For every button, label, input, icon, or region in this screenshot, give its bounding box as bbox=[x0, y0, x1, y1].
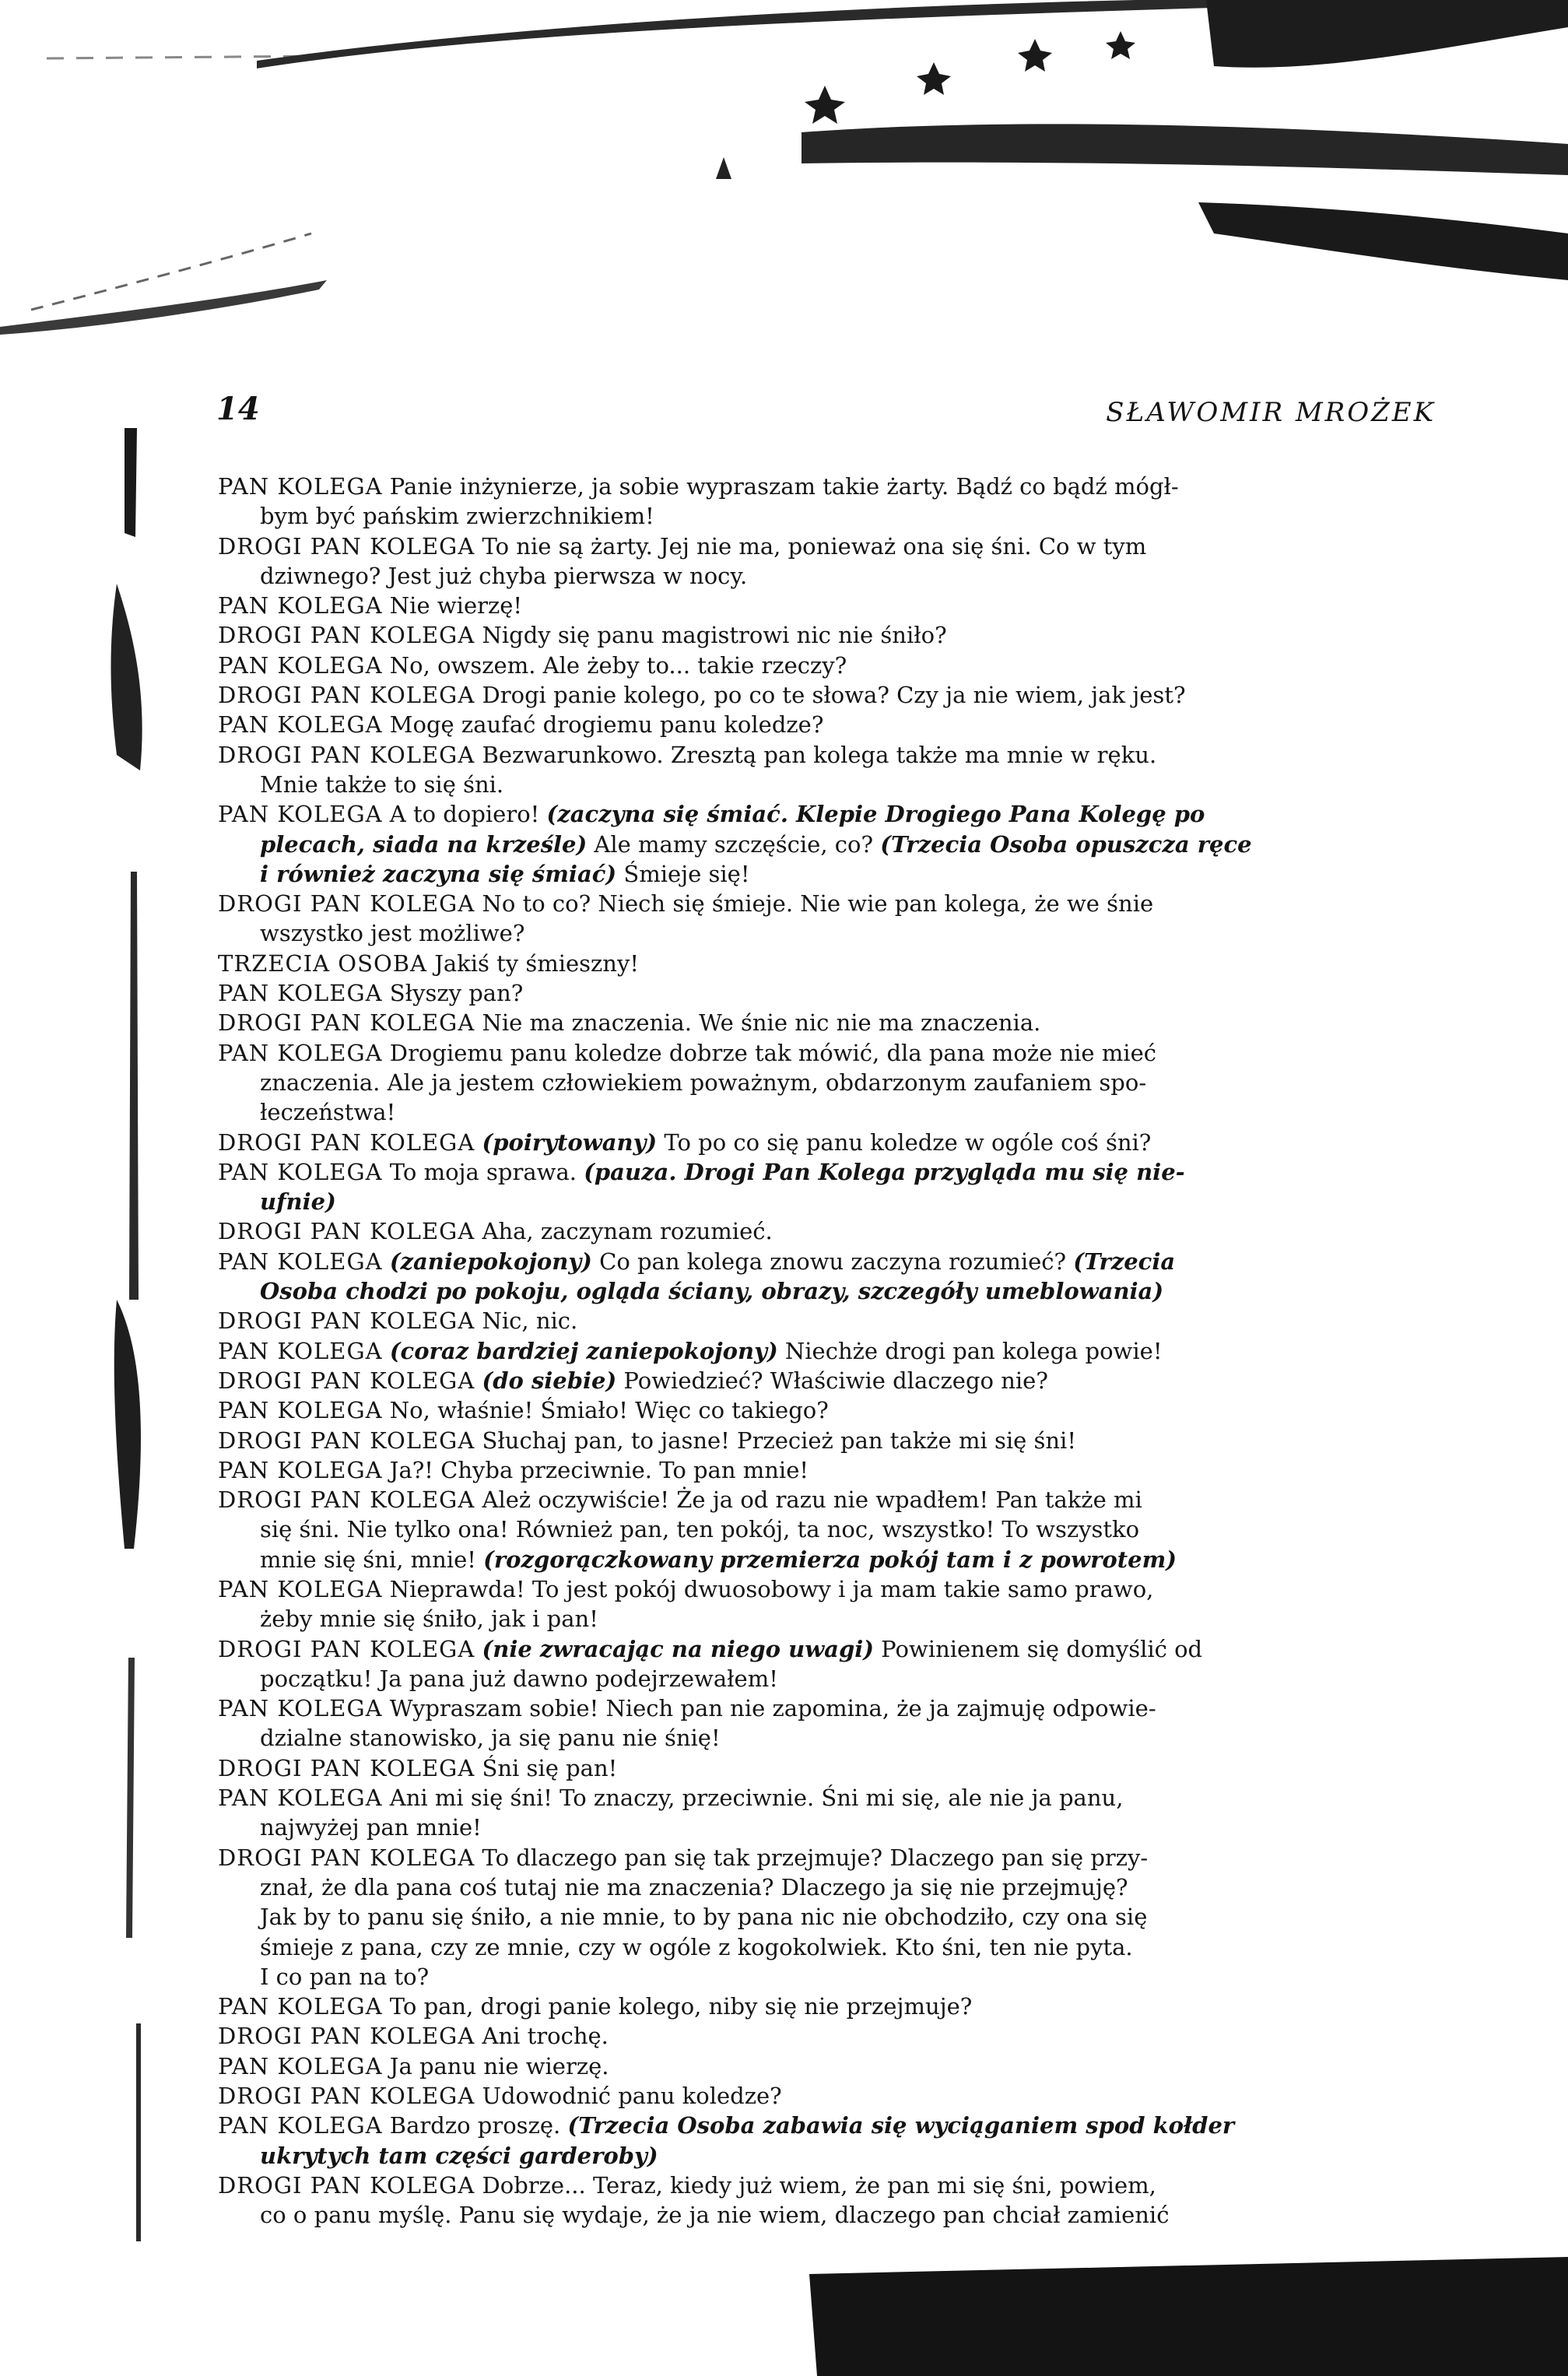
dialogue-text: śmieje z pana, czy ze mnie, czy w ogóle z kogokolwiek. Kto śni, ten nie pyta. bbox=[260, 1933, 1133, 1960]
dialogue-paragraph bbox=[218, 591, 1440, 620]
dialogue-text: I co pan na to? bbox=[260, 1963, 430, 1990]
dialogue-text bbox=[475, 1367, 482, 1394]
dialogue-text: bym być pańskim zwierzchnikiem! bbox=[260, 503, 654, 530]
speaker-name: PAN KOLEGA bbox=[218, 592, 383, 619]
speaker-name: DROGI PAN KOLEGA bbox=[218, 2083, 475, 2110]
dialogue-text: Nie ma znaczenia. We śnie nic nie ma znaczenia. bbox=[475, 1009, 1041, 1037]
dialogue-paragraph bbox=[218, 2171, 1440, 2230]
dialogue-text: Bardzo proszę. bbox=[382, 2112, 568, 2139]
dialogue-paragraph bbox=[218, 2111, 1440, 2171]
dialogue-text: Bezwarunkowo. Zresztą pan kolega także ma mnie w ręku. bbox=[475, 741, 1157, 768]
dialogue-text bbox=[475, 1129, 482, 1156]
dialogue-paragraph bbox=[218, 620, 1440, 650]
stage-direction: i również zaczyna się śmiać) bbox=[260, 860, 617, 887]
dialogue-text: No, właśnie! Śmiało! Więc co takiego? bbox=[382, 1397, 829, 1424]
speaker-name: DROGI PAN KOLEGA bbox=[218, 1128, 475, 1156]
dialogue-paragraph bbox=[218, 1693, 1440, 1753]
speaker-name: PAN KOLEGA bbox=[218, 1456, 383, 1483]
speaker-name: PAN KOLEGA bbox=[218, 1785, 383, 1812]
dialogue-text: Aha, zaczynam rozumieć. bbox=[475, 1218, 773, 1245]
speaker-name: PAN KOLEGA bbox=[218, 1993, 383, 2020]
speaker-name: DROGI PAN KOLEGA bbox=[218, 1754, 475, 1781]
speaker-name: PAN KOLEGA bbox=[218, 1695, 383, 1722]
dialogue-text: Powiedzieć? Właściwie dlaczego nie? bbox=[616, 1367, 1048, 1394]
speaker-name: PAN KOLEGA bbox=[218, 711, 383, 739]
speaker-name: DROGI PAN KOLEGA bbox=[218, 1427, 475, 1454]
dialogue-text: żeby mnie się śniło, jak i pan! bbox=[260, 1606, 598, 1633]
scan-artifact-top bbox=[0, 0, 1568, 335]
speaker-name: DROGI PAN KOLEGA bbox=[218, 890, 475, 918]
dialogue-text: co o panu myślę. Panu się wydaje, że ja nie wiem, dlaczego pan chciał zamienić bbox=[260, 2202, 1170, 2229]
dialogue-paragraph bbox=[218, 1216, 1440, 1246]
dialogue-text: Jakiś ty śmieszny! bbox=[426, 949, 640, 977]
speaker-name: DROGI PAN KOLEGA bbox=[218, 682, 475, 709]
dialogue-text bbox=[383, 1338, 390, 1364]
dialogue-paragraph bbox=[218, 1038, 1440, 1128]
page-number: 14 bbox=[216, 391, 260, 427]
dialogue-paragraph bbox=[218, 1485, 1440, 1574]
dialogue-paragraph bbox=[218, 532, 1440, 591]
speaker-name: PAN KOLEGA bbox=[218, 1337, 383, 1364]
stage-direction: (do siebie) bbox=[482, 1367, 617, 1394]
stage-direction: (Trzecia Osoba opuszcza ręce bbox=[880, 830, 1252, 858]
dialogue-text: początku! Ja pana już dawno podejrzewałem! bbox=[260, 1665, 778, 1692]
dialogue-text: się śni. Nie tylko ona! Również pan, ten pokój, ta noc, wszystko! To wszystko bbox=[260, 1516, 1140, 1543]
stage-direction: (zaniepokojony) bbox=[389, 1248, 592, 1275]
speaker-name: DROGI PAN KOLEGA bbox=[218, 622, 475, 649]
speaker-name: PAN KOLEGA bbox=[218, 2052, 383, 2079]
dialogue-text: Ani mi się śni! To znaczy, przeciwnie. Śni mi się, ale nie ja panu, bbox=[382, 1785, 1124, 1812]
dialogue-paragraph bbox=[218, 1843, 1440, 1992]
dialogue-text: Słyszy pan? bbox=[382, 980, 524, 1007]
dialogue-paragraph bbox=[218, 2021, 1440, 2051]
speaker-name: PAN KOLEGA bbox=[218, 801, 383, 828]
dialogue-text: To po co się panu koledze w ogóle coś śni? bbox=[657, 1128, 1152, 1156]
dialogue-text: Udowodnić panu koledze? bbox=[475, 2083, 782, 2110]
dialogue-paragraph bbox=[218, 1992, 1440, 2021]
dialogue-text: Co pan kolega znowu zaczyna rozumieć? bbox=[591, 1248, 1074, 1275]
dialogue-paragraph bbox=[218, 740, 1440, 800]
dialogue-text: mnie się śni, mnie! bbox=[260, 1546, 484, 1573]
dialogue-paragraph bbox=[218, 1247, 1440, 1307]
dialogue-text: Mogę zaufać drogiemu panu koledze? bbox=[382, 711, 824, 739]
stage-direction: (Trzecia Osoba zabawia się wyciąganiem spod kołder bbox=[567, 2112, 1235, 2139]
dialogue-text: najwyżej pan mnie! bbox=[260, 1814, 482, 1841]
dialogue-paragraph bbox=[218, 889, 1440, 949]
dialogue-text: A to dopiero! bbox=[382, 801, 547, 828]
dialogue-text: Nic, nic. bbox=[475, 1307, 578, 1335]
dialogue-text: To moja sprawa. bbox=[382, 1158, 584, 1185]
speaker-name: DROGI PAN KOLEGA bbox=[218, 532, 475, 560]
speaker-name: PAN KOLEGA bbox=[218, 1575, 383, 1602]
speaker-name: DROGI PAN KOLEGA bbox=[218, 1218, 475, 1245]
speaker-name: DROGI PAN KOLEGA bbox=[218, 1009, 475, 1037]
dialogue-text: łeczeństwa! bbox=[260, 1099, 396, 1126]
dialogue-paragraph bbox=[218, 1426, 1440, 1455]
dialogue-paragraph bbox=[218, 472, 1440, 532]
dialogue-text: Ależ oczywiście! Że ja od razu nie wpadłem! Pan także mi bbox=[475, 1486, 1142, 1514]
speaker-name: PAN KOLEGA bbox=[218, 1039, 383, 1066]
stage-direction: plecach, siada na krześle) bbox=[260, 830, 588, 858]
dialogue-paragraph bbox=[218, 1783, 1440, 1843]
dialogue-text: Nigdy się panu magistrowi nic nie śniło? bbox=[475, 622, 947, 649]
stage-direction: (pauza. Drogi Pan Kolega przygląda mu się nie- bbox=[584, 1158, 1185, 1185]
dialogue-text: Panie inżynierze, ja sobie wypraszam takie żarty. Bądź co bądź mógł- bbox=[382, 473, 1179, 500]
speaker-name: PAN KOLEGA bbox=[218, 1158, 383, 1185]
speaker-name: PAN KOLEGA bbox=[218, 1248, 383, 1275]
dialogue-text bbox=[383, 1248, 390, 1275]
scan-artifact-bottom bbox=[0, 2226, 1568, 2376]
dialogue-paragraph bbox=[218, 799, 1440, 889]
dialogue-text: znał, że dla pana coś tutaj nie ma znaczenia? Dlaczego ja się nie przejmuję? bbox=[260, 1873, 1128, 1900]
speaker-name: DROGI PAN KOLEGA bbox=[218, 1367, 475, 1394]
speaker-name: DROGI PAN KOLEGA bbox=[218, 741, 475, 768]
dialogue-paragraph bbox=[218, 1395, 1440, 1425]
stage-direction: Osoba chodzi po pokoju, ogląda ściany, obrazy, szczegóły umeblowania) bbox=[260, 1278, 1164, 1305]
dialogue-paragraph bbox=[218, 1306, 1440, 1335]
dialogue-paragraph bbox=[218, 949, 1440, 978]
dialogue-paragraph bbox=[218, 2051, 1440, 2081]
dialogue-text: No, owszem. Ale żeby to... takie rzeczy? bbox=[382, 651, 847, 679]
dialogue-text: znaczenia. Ale ja jestem człowiekiem poważnym, obdarzonym zaufaniem spo- bbox=[260, 1069, 1147, 1096]
dialogue-paragraph bbox=[218, 1128, 1440, 1157]
dialogue-paragraph bbox=[218, 978, 1440, 1008]
dialogue-text: Drogi panie kolego, po co te słowa? Czy ja nie wiem, jak jest? bbox=[475, 682, 1186, 709]
speaker-name: PAN KOLEGA bbox=[218, 2112, 383, 2139]
dialogue-text: To dlaczego pan się tak przejmuje? Dlaczego pan się przy- bbox=[475, 1844, 1149, 1871]
dialogue-text: Niechże drogi pan kolega powie! bbox=[777, 1337, 1163, 1364]
dialogue-text: Drogiemu panu koledze dobrze tak mówić, dla pana może nie mieć bbox=[382, 1039, 1156, 1066]
stage-direction: (rozgorączkowany przemierza pokój tam i z powrotem) bbox=[483, 1546, 1177, 1573]
speaker-name: PAN KOLEGA bbox=[218, 1397, 383, 1424]
dialogue-paragraph bbox=[218, 1455, 1440, 1485]
dialogue-text: To nie są żarty. Jej nie ma, ponieważ ona się śni. Co w tym bbox=[475, 532, 1147, 560]
dialogue-text: Słuchaj pan, to jasne! Przecież pan także mi się śni! bbox=[475, 1427, 1076, 1454]
play-text bbox=[218, 472, 1440, 2230]
dialogue-paragraph bbox=[218, 1574, 1440, 1634]
stage-direction: (coraz bardziej zaniepokojony) bbox=[389, 1337, 778, 1364]
dialogue-text: Powinienem się domyślić od bbox=[873, 1635, 1203, 1662]
dialogue-text: Dobrze... Teraz, kiedy już wiem, że pan mi się śni, powiem, bbox=[475, 2171, 1156, 2199]
dialogue-paragraph bbox=[218, 710, 1440, 739]
stage-direction: (nie zwracając na niego uwagi) bbox=[482, 1635, 874, 1662]
dialogue-text bbox=[475, 1636, 482, 1662]
dialogue-text: wszystko jest możliwe? bbox=[260, 920, 525, 947]
dialogue-text: Mnie także to się śni. bbox=[260, 770, 504, 798]
speaker-name: DROGI PAN KOLEGA bbox=[218, 1635, 475, 1662]
dialogue-paragraph bbox=[218, 680, 1440, 710]
dialogue-text: To pan, drogi panie kolego, niby się nie przejmuje? bbox=[382, 1993, 973, 2020]
dialogue-paragraph bbox=[218, 2081, 1440, 2111]
speaker-name: TRZECIA OSOBA bbox=[218, 949, 427, 977]
dialogue-text: Ja?! Chyba przeciwnie. To pan mnie! bbox=[382, 1456, 809, 1483]
dialogue-text: Ani trochę. bbox=[475, 2023, 609, 2050]
dialogue-text: Jak by to panu się śniło, a nie mnie, to by pana nic nie obchodziło, czy ona się bbox=[260, 1904, 1148, 1931]
dialogue-paragraph bbox=[218, 1336, 1440, 1366]
dialogue-paragraph bbox=[218, 1008, 1440, 1037]
dialogue-text: Śni się pan! bbox=[475, 1754, 618, 1781]
stage-direction: ukrytych tam części garderoby) bbox=[260, 2142, 658, 2169]
dialogue-text: Nieprawda! To jest pokój dwuosobowy i ja mam takie samo prawo, bbox=[382, 1575, 1154, 1602]
speaker-name: DROGI PAN KOLEGA bbox=[218, 2023, 475, 2050]
dialogue-text: Ja panu nie wierzę. bbox=[382, 2052, 609, 2079]
speaker-name: PAN KOLEGA bbox=[218, 980, 383, 1007]
speaker-name: DROGI PAN KOLEGA bbox=[218, 1844, 475, 1871]
speaker-name: DROGI PAN KOLEGA bbox=[218, 2171, 475, 2199]
dialogue-text: dzialne stanowisko, ja się panu nie śnię! bbox=[260, 1725, 721, 1752]
dialogue-text: dziwnego? Jest już chyba pierwsza w nocy. bbox=[260, 562, 748, 589]
stage-direction: (zaczyna się śmiać. Klepie Drogiego Pana Kolegę po bbox=[546, 801, 1205, 828]
dialogue-paragraph bbox=[218, 1157, 1440, 1217]
speaker-name: PAN KOLEGA bbox=[218, 473, 383, 500]
dialogue-text: No to co? Niech się śmieje. Nie wie pan kolega, że we śnie bbox=[475, 890, 1154, 918]
dialogue-paragraph bbox=[218, 1634, 1440, 1694]
stage-direction: ufnie) bbox=[260, 1188, 336, 1216]
dialogue-text: Ale mamy szczęście, co? bbox=[587, 830, 881, 858]
speaker-name: PAN KOLEGA bbox=[218, 651, 383, 679]
scan-artifact-left-margin bbox=[0, 335, 202, 2376]
dialogue-text: Śmieje się! bbox=[616, 860, 750, 887]
running-head: SŁAWOMIR MROŻEK bbox=[1106, 397, 1436, 428]
speaker-name: DROGI PAN KOLEGA bbox=[218, 1486, 475, 1514]
dialogue-paragraph bbox=[218, 1753, 1440, 1783]
dialogue-paragraph bbox=[218, 1366, 1440, 1395]
dialogue-text: Wypraszam sobie! Niech pan nie zapomina, że ja zajmuję odpowie- bbox=[382, 1695, 1156, 1722]
stage-direction: (poirytowany) bbox=[482, 1128, 658, 1156]
dialogue-paragraph bbox=[218, 651, 1440, 680]
speaker-name: DROGI PAN KOLEGA bbox=[218, 1307, 475, 1335]
dialogue-text: Nie wierzę! bbox=[382, 592, 523, 619]
stage-direction: (Trzecia bbox=[1073, 1248, 1176, 1275]
